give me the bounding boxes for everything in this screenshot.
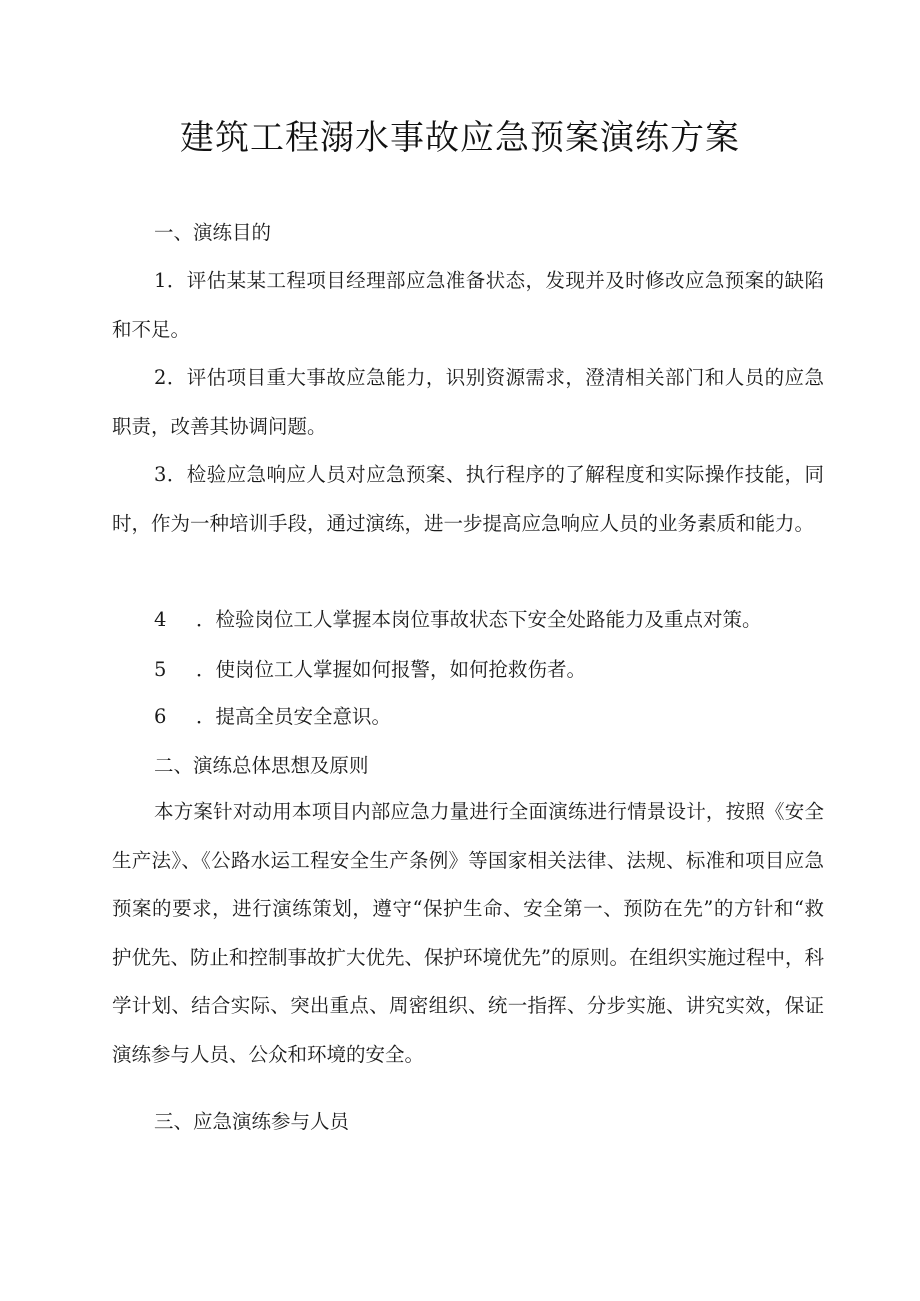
section-1-heading: 一、演练目的 [154, 221, 272, 244]
purpose-item-6-number: 6 [154, 705, 167, 728]
purpose-item-1: 1．评估某某工程项目经理部应急准备状态，发现并及时修改应急预案的缺陷和不足。 [112, 269, 824, 341]
purpose-item-5-number: 5 [154, 658, 167, 681]
section-3-heading: 三、应急演练参与人员 [154, 1110, 350, 1133]
purpose-item-2: 2．评估项目重大事故应急能力，识别资源需求，澄清相关部门和人员的应急职责，改善其协调问题。 [112, 366, 824, 438]
section-2-heading: 二、演练总体思想及原则 [154, 754, 369, 777]
purpose-item-4 [154, 606, 762, 634]
document-title: 建筑工程溺水事故应急预案演练方案 [180, 118, 740, 158]
purpose-item-5-text: ．使岗位工人掌握如何报警，如何抢救伤者。 [196, 658, 587, 681]
section-2-body: 本方案针对动用本项目内部应急力量进行全面演练进行情景设计，按照《安全生产法》、《公路水运工程安全生产条例》等国家相关法律、法规、标准和项目应急预案的要求，进行演练策划，遵守“保护生命、安全第一、预防在先”的方针和“救护优先、防止和控制事故扩大优先、保护环境优先”的原则。在组织实施过程中，科学计划、结合实际、突出重点、周密组织、统一指挥、分步实施、讲究实效，保证演练参与人员、公众和环境的安全。 [112, 800, 824, 1066]
purpose-item-6-text: ．提高全员安全意识。 [196, 705, 392, 728]
purpose-item-4-number: 4 [154, 608, 167, 631]
purpose-item-5 [154, 656, 586, 684]
purpose-item-6 [154, 703, 391, 731]
purpose-item-4-text: ．检验岗位工人掌握本岗位事故状态下安全处路能力及重点对策。 [196, 608, 762, 631]
purpose-item-3: 3．检验应急响应人员对应急预案、执行程序的了解程度和实际操作技能，同时，作为一种培训手段，通过演练，进一步提高应急响应人员的业务素质和能力。 [112, 463, 824, 535]
